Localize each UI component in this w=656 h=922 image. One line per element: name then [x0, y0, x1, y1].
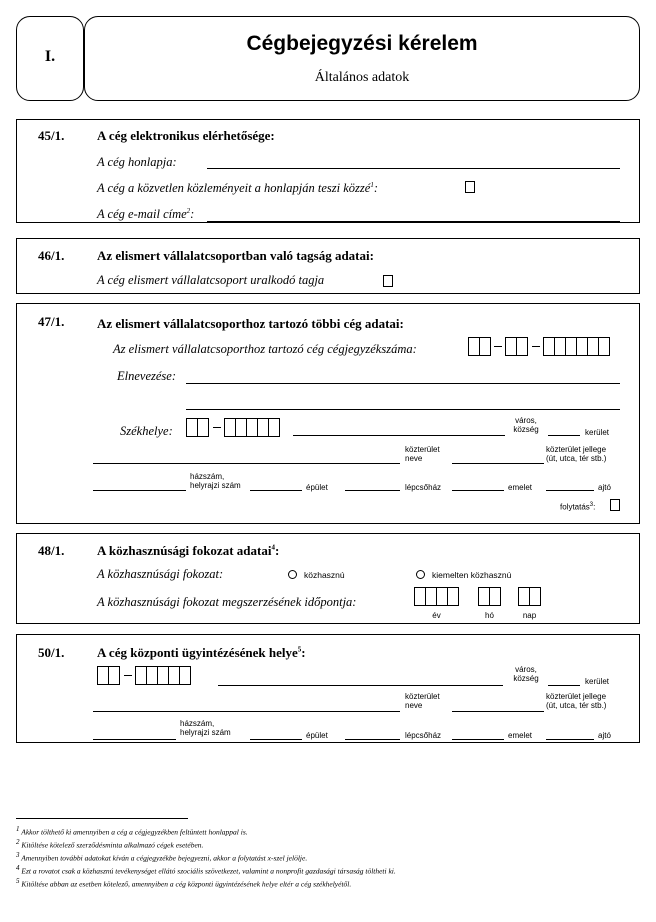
central-office-door-field[interactable] — [546, 739, 594, 740]
public-benefit-radio[interactable] — [288, 570, 297, 579]
seat-floor-field[interactable] — [452, 490, 504, 491]
email-label: A cég e-mail címe$^2$: — [97, 207, 195, 222]
homepage-field[interactable] — [207, 168, 620, 169]
central-office-street-name-caption: közterület neve — [405, 692, 440, 710]
section-47-number: 47/1. — [38, 314, 65, 329]
seat-street-name-caption: közterület neve — [405, 445, 440, 463]
central-office-city-field[interactable] — [218, 685, 503, 686]
central-office-floor-caption: emelet — [508, 731, 533, 740]
continuation-checkbox[interactable] — [610, 499, 620, 511]
section-45-title: A cég elektronikus elérhetősége: — [97, 128, 275, 143]
seat-staircase-caption: lépcsőház — [405, 483, 442, 492]
homepage-label: A cég honlapja: — [97, 155, 177, 169]
page-subtitle: Általános adatok — [314, 70, 410, 85]
dominant-member-label: A cég elismert vállalatcsoport uralkodó tagja — [97, 273, 325, 287]
central-office-street-type-field[interactable] — [452, 711, 544, 712]
footnote-3: $^3$ Amennyiben további adatokat kíván a cégjegyzékbe bejegyezni, akkor a folytatást x-szel jelölje. — [16, 851, 308, 863]
footnote-2: $^2$ Kitöltése kötelező szerződésminta alkalmazó cégek esetében. — [16, 838, 204, 850]
footnote-separator — [16, 818, 188, 819]
central-office-street-name-field[interactable] — [93, 711, 400, 712]
central-office-building-caption: épület — [306, 731, 328, 740]
section-46-title: Az elismert vállalatcsoportban való tagság adatai: — [97, 248, 374, 263]
seat-building-field[interactable] — [250, 490, 302, 491]
central-office-district-field[interactable] — [548, 685, 580, 686]
day-caption: nap — [522, 611, 537, 620]
company-name-field[interactable] — [186, 383, 620, 384]
section-50-title: A cég központi ügyintézésének helye$^5$: — [97, 645, 306, 660]
central-office-floor-field[interactable] — [452, 739, 504, 740]
section-47-number-box — [16, 303, 84, 524]
footnote-5: $^5$ Kitöltése abban az esetben kötelező, amennyiben a cég központi ügyintézésének helye eltér a cég székhelyétől. — [16, 877, 352, 889]
seat-city-caption: város, község — [513, 416, 539, 434]
seat-street-type-caption: közterület jellege (út, utca, tér stb.) — [546, 445, 607, 463]
continuation-label: folytatás$^3$: — [560, 502, 596, 512]
seat-city-field[interactable] — [293, 435, 505, 436]
acquisition-date-label: A közhasznúsági fokozat megszerzésének időpontja: — [97, 595, 357, 609]
seat-door-caption: ajtó — [598, 483, 611, 492]
section-45-number: 45/1. — [38, 128, 65, 143]
seat-house-number-caption: házszám, helyrajzi szám — [190, 472, 241, 490]
seat-street-name-field[interactable] — [93, 463, 400, 464]
seat-district-caption: kerület — [585, 428, 610, 437]
footnote-4: $^4$ Ezt a rovatot csak a közhasznú tevékenységet ellátó szociális szövetkezet, valamint a nonprofit gazdasági társaság töltheti ki. — [16, 864, 396, 876]
section-48-number: 48/1. — [38, 543, 65, 558]
central-office-staircase-field[interactable] — [345, 739, 400, 740]
prominent-public-benefit-radio[interactable] — [416, 570, 425, 579]
central-office-street-type-caption: közterület jellege (út, utca, tér stb.) — [546, 692, 607, 710]
page-title: Cégbejegyzési kérelem — [246, 32, 478, 55]
seat-street-type-field[interactable] — [452, 463, 544, 464]
central-office-district-caption: kerület — [585, 677, 610, 686]
section-46-number: 46/1. — [38, 248, 65, 263]
central-office-house-number-caption: házszám, helyrajzi szám — [180, 719, 231, 737]
email-field[interactable] — [207, 221, 620, 222]
section-roman-numeral: I. — [44, 48, 56, 65]
company-name-label: Elnevezése: — [117, 369, 176, 383]
seat-door-field[interactable] — [546, 490, 594, 491]
seat-building-caption: épület — [306, 483, 328, 492]
dominant-member-checkbox[interactable] — [383, 275, 393, 287]
prominent-public-benefit-option: kiemelten közhasznú — [432, 570, 512, 580]
seat-floor-caption: emelet — [508, 483, 533, 492]
degree-label: A közhasznúsági fokozat: — [97, 567, 224, 581]
central-office-city-caption: város, község — [513, 665, 539, 683]
publish-checkbox[interactable] — [465, 181, 475, 193]
footnote-1: $^1$ Akkor tölthető ki amennyiben a cég a cégjegyzékben feltüntett honlappal is. — [16, 825, 248, 837]
seat-label: Székhelye: — [120, 424, 173, 438]
central-office-door-caption: ajtó — [598, 731, 611, 740]
seat-district-field[interactable] — [548, 435, 580, 436]
seat-house-number-field[interactable] — [93, 490, 186, 491]
month-caption: hó — [485, 611, 494, 620]
regnum-label: Az elismert vállalatcsoporthoz tartozó cég cégjegyzékszáma: — [113, 342, 417, 356]
central-office-house-number-field[interactable] — [93, 739, 176, 740]
company-name-field-line2[interactable] — [186, 409, 620, 410]
publish-label: A cég a közvetlen közleményeit a honlapján teszi közzé$^1$: — [97, 181, 378, 196]
year-caption: év — [432, 611, 441, 620]
section-48-title: A közhasznúsági fokozat adatai$^4$: — [97, 543, 280, 558]
header-title-box — [84, 16, 640, 101]
section-47-title: Az elismert vállalatcsoporthoz tartozó többi cég adatai: — [97, 316, 404, 331]
section-50-number: 50/1. — [38, 645, 65, 660]
seat-staircase-field[interactable] — [345, 490, 400, 491]
section-46-number-box — [16, 238, 84, 294]
central-office-building-field[interactable] — [250, 739, 302, 740]
public-benefit-option: közhasznú — [304, 570, 345, 580]
central-office-staircase-caption: lépcsőház — [405, 731, 442, 740]
